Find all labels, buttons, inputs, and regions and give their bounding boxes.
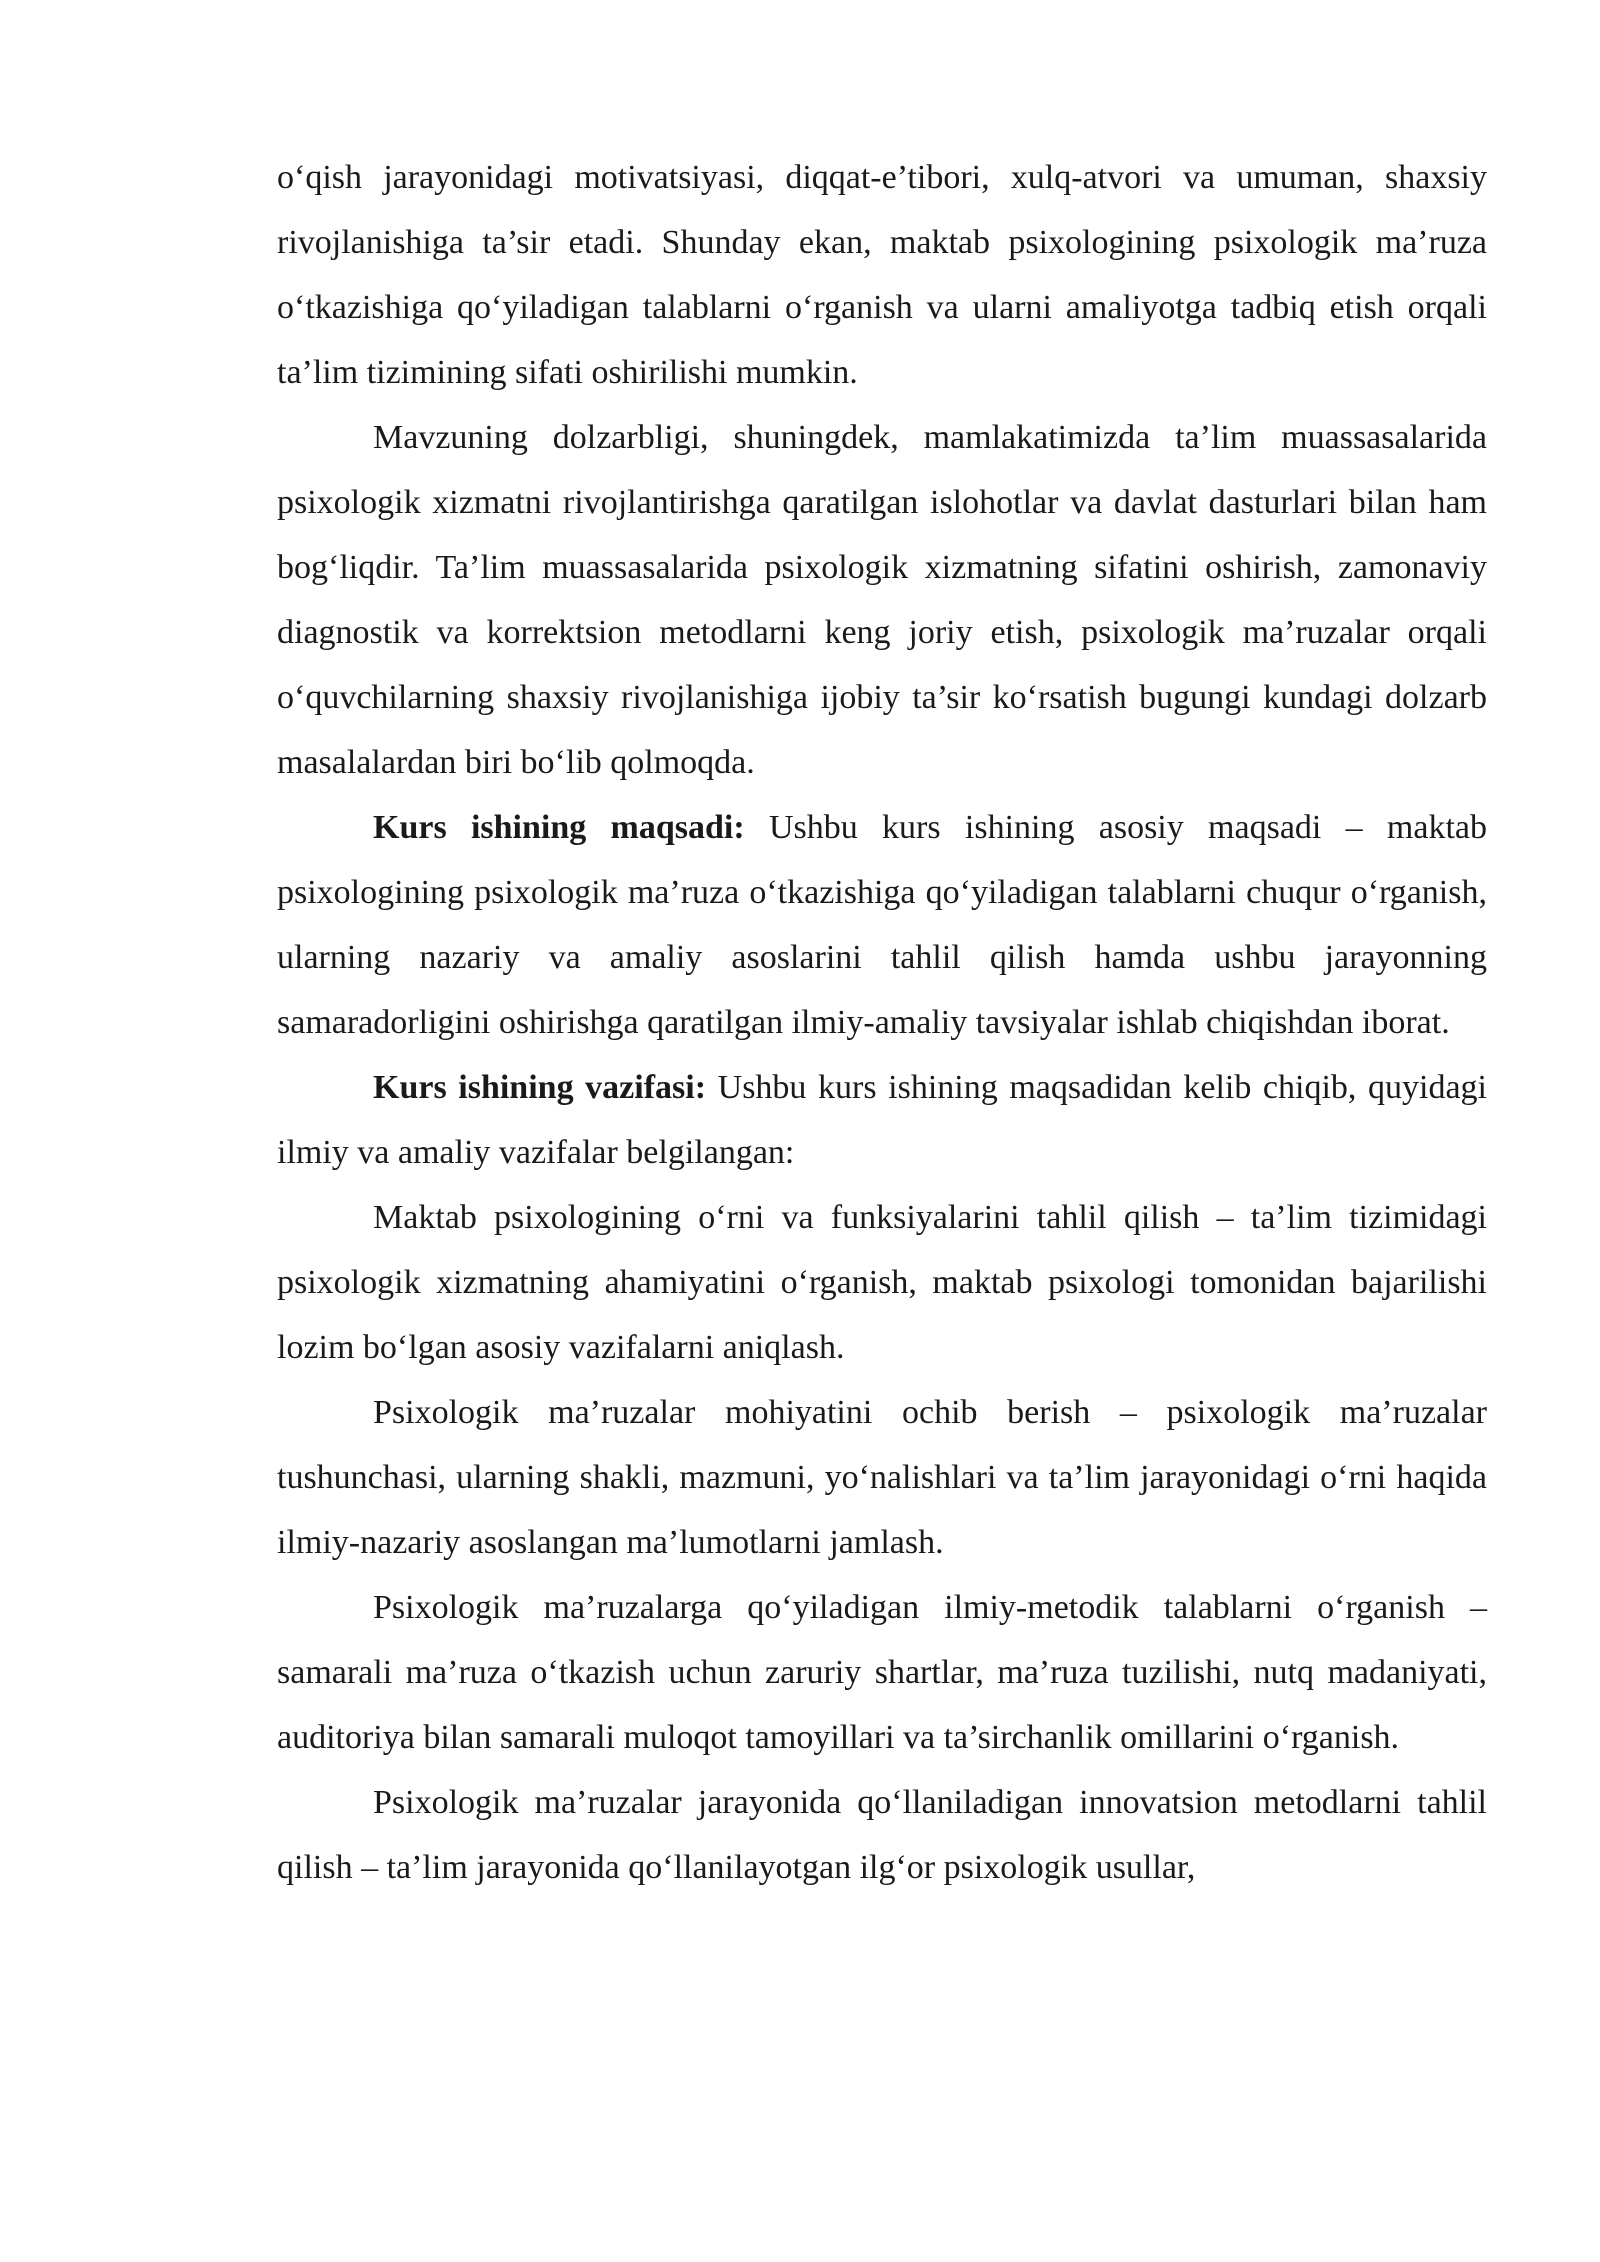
- paragraph-text: Psixologik ma’ruzalarga qo‘yiladigan ilmiy-metodik talablarni o‘rganish – samarali ma’ruza o‘tkazish uchun zaruriy shartlar, ma’ruza tuzilishi, nutq madaniyati, auditoriya bilan samarali muloqot tamoyillari va ta’sirchanlik omillarini o‘rganish.: [277, 1589, 1487, 1756]
- paragraph-relevance: [277, 405, 1487, 795]
- paragraph-tasks: [277, 1055, 1487, 1185]
- body-text: [277, 145, 1487, 1900]
- paragraph-task-essence: [277, 1380, 1487, 1575]
- paragraph-text: Psixologik ma’ruzalar mohiyatini ochib berish – psixologik ma’ruzalar tushunchasi, ularning shakli, mazmuni, yo‘nalishlari va ta’lim jarayonidagi o‘rni haqida ilmiy-nazariy asoslangan ma’lumotlarni jamlash.: [277, 1394, 1487, 1561]
- paragraph-task-methods: [277, 1770, 1487, 1900]
- paragraph-text: Ushbu kurs ishining maqsadidan kelib chiqib, quyidagi ilmiy va amaliy vazifalar belgilangan:: [277, 1069, 1487, 1171]
- paragraph-continuation: [277, 145, 1487, 405]
- paragraph-lead: Kurs ishining vazifasi:: [373, 1069, 707, 1106]
- paragraph-text: Mavzuning dolzarbligi, shuningdek, mamlakatimizda ta’lim muassasalarida psixologik xizmatni rivojlantirishga qaratilgan islohotlar va davlat dasturlari bilan ham bog‘liqdir. Ta’lim muassasalarida psixologik xizmatning sifatini oshirish, zamonaviy diagnostik va korrektsion metodlarni keng joriy etish, psixologik ma’ruzalar orqali o‘quvchilarning shaxsiy rivojlanishiga ijobiy ta’sir ko‘rsatish bugungi kundagi dolzarb masalalardan biri bo‘lib qolmoqda.: [277, 419, 1487, 781]
- paragraph-lead: Kurs ishining maqsadi:: [373, 809, 745, 846]
- paragraph-goal: [277, 795, 1487, 1055]
- paragraph-text: Maktab psixologining o‘rni va funksiyalarini tahlil qilish – ta’lim tizimidagi psixologik xizmatning ahamiyatini o‘rganish, maktab psixologi tomonidan bajarilishi lozim bo‘lgan asosiy vazifalarni aniqlash.: [277, 1199, 1487, 1366]
- paragraph-task-role: [277, 1185, 1487, 1380]
- paragraph-text: Psixologik ma’ruzalar jarayonida qo‘llaniladigan innovatsion metodlarni tahlil qilish – ta’lim jarayonida qo‘llanilayotgan ilg‘or psixologik usullar,: [277, 1784, 1487, 1886]
- paragraph-task-requirements: [277, 1575, 1487, 1770]
- paragraph-text: o‘qish jarayonidagi motivatsiyasi, diqqat-e’tibori, xulq-atvori va umuman, shaxsiy rivojlanishiga ta’sir etadi. Shunday ekan, maktab psixologining psixologik ma’ruza o‘tkazishiga qo‘yiladigan talablarni o‘rganish va ularni amaliyotga tadbiq etish orqali ta’lim tizimining sifati oshirilishi mumkin.: [277, 159, 1487, 391]
- paragraph-text: Ushbu kurs ishining asosiy maqsadi – maktab psixologining psixologik ma’ruza o‘tkazishiga qo‘yiladigan talablarni chuqur o‘rganish, ularning nazariy va amaliy asoslarini tahlil qilish hamda ushbu jarayonning samaradorligini oshirishga qaratilgan ilmiy-amaliy tavsiyalar ishlab chiqishdan iborat.: [277, 809, 1487, 1041]
